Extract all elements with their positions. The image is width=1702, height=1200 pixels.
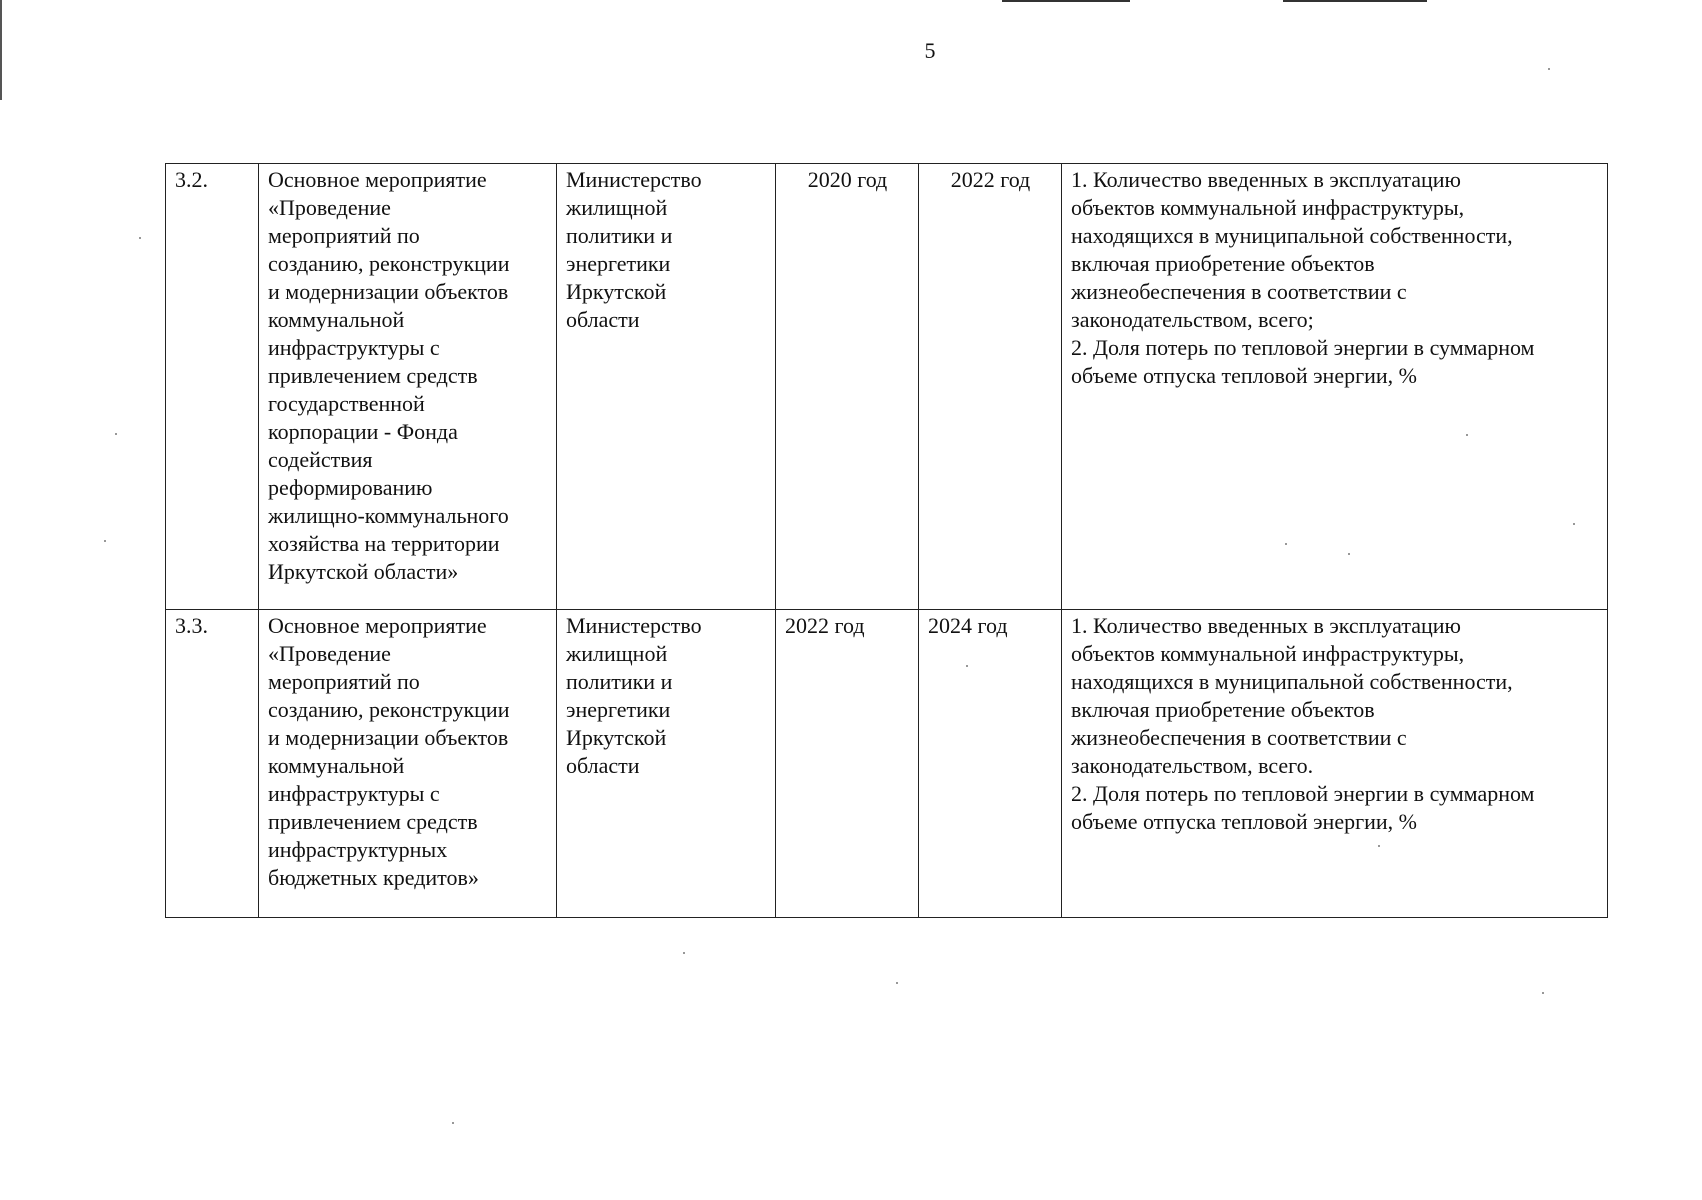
scan-speck	[1466, 434, 1468, 436]
start-year-cell: 2022 год	[776, 610, 919, 918]
scan-speck	[1548, 68, 1550, 70]
scan-speck	[139, 237, 141, 239]
scan-speck	[452, 1122, 454, 1124]
scan-speck	[1285, 543, 1287, 545]
row-number-cell: 3.3.	[166, 610, 259, 918]
measures-table	[165, 163, 1608, 918]
scan-speck	[1378, 845, 1380, 847]
scan-speck	[104, 540, 106, 542]
table-row	[166, 164, 1608, 610]
scan-speck	[683, 952, 685, 954]
indicators-cell: 1. Количество введенных в эксплуатацию объектов коммунальной инфраструктуры, находящихся в муниципальной собственности, включая приобретение объектов жизнеобеспечения в соответствии с законодательством, всего; 2. Доля потерь по тепловой энергии в суммарном объеме отпуска тепловой энергии, %	[1062, 164, 1608, 610]
page-number: 5	[924, 38, 936, 63]
scan-speck	[1573, 523, 1575, 525]
scan-speck	[115, 433, 117, 435]
scan-top-line-left	[1002, 0, 1130, 2]
start-year-cell: 2020 год	[776, 164, 919, 610]
end-year-cell: 2024 год	[919, 610, 1062, 918]
row-number-cell: 3.2.	[166, 164, 259, 610]
scan-speck	[1348, 553, 1350, 555]
executor-cell: Министерство жилищной политики и энергетики Иркутской области	[557, 610, 776, 918]
measure-name-cell: Основное мероприятие «Проведение мероприятий по созданию, реконструкции и модернизации объектов коммунальной инфраструктуры с привлечением средств государственной корпорации - Фонда содействия реформированию жилищно-коммунального хозяйства на территории Иркутской области»	[259, 164, 557, 610]
end-year-cell: 2022 год	[919, 164, 1062, 610]
scan-speck	[1542, 992, 1544, 994]
scan-speck	[896, 982, 898, 984]
indicators-cell: 1. Количество введенных в эксплуатацию объектов коммунальной инфраструктуры, находящихся в муниципальной собственности, включая приобретение объектов жизнеобеспечения в соответствии с законодательством, всего. 2. Доля потерь по тепловой энергии в суммарном объеме отпуска тепловой энергии, %	[1062, 610, 1608, 918]
measure-name-cell: Основное мероприятие «Проведение мероприятий по созданию, реконструкции и модернизации объектов коммунальной инфраструктуры с привлечением средств инфраструктурных бюджетных кредитов»	[259, 610, 557, 918]
executor-cell: Министерство жилищной политики и энергетики Иркутской области	[557, 164, 776, 610]
table-row	[166, 610, 1608, 918]
scan-speck	[966, 665, 968, 667]
scan-top-line-right	[1283, 0, 1427, 2]
